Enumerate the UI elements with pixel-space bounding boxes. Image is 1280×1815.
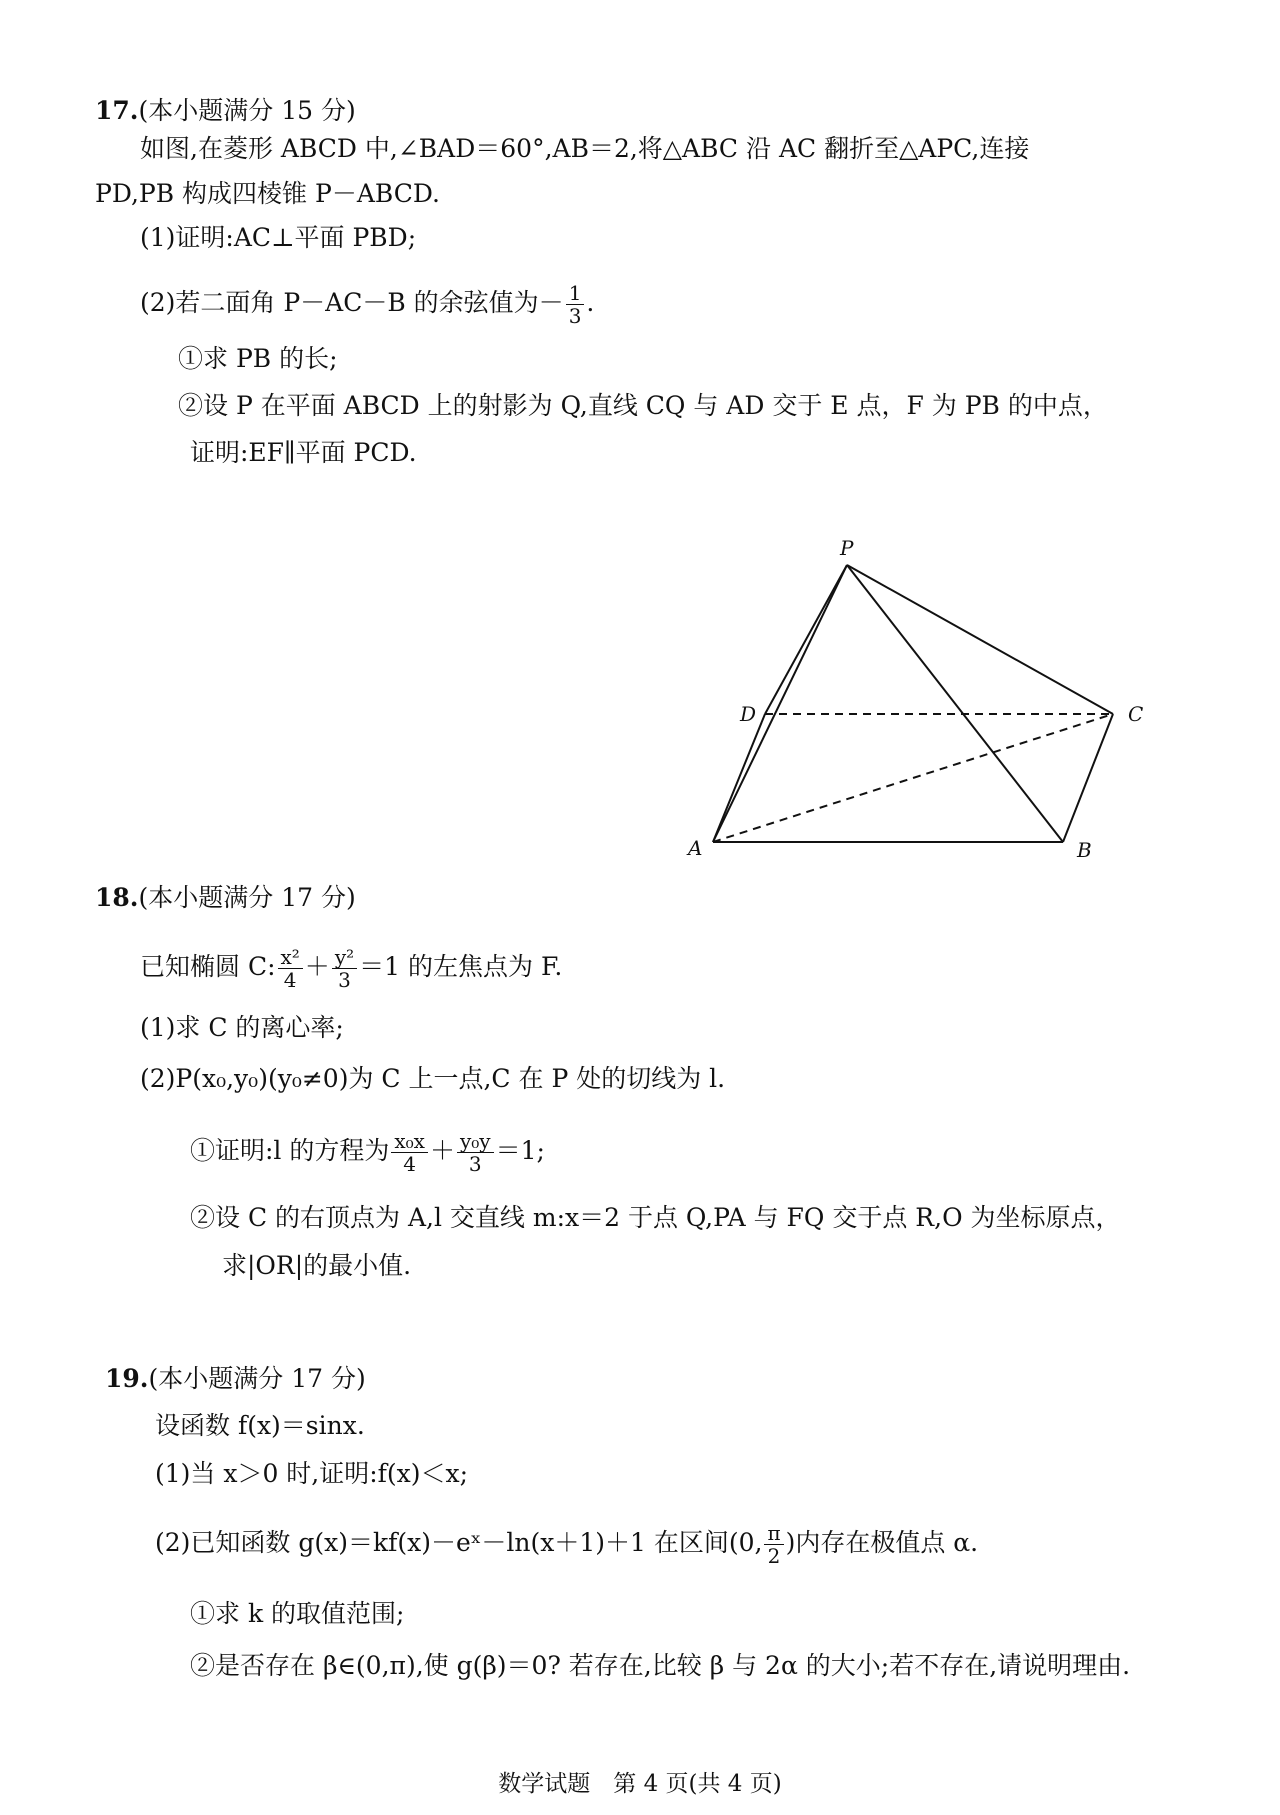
page-footer: 数学试题 第 4 页(共 4 页) [498, 1771, 782, 1797]
fraction-numerator: y₀y [457, 1130, 494, 1153]
pyramid-figure [680, 535, 1150, 865]
fraction-denominator: 3 [568, 304, 582, 328]
edge-AD [713, 714, 765, 842]
q18-frac-y [332, 946, 357, 991]
q18-sub1-frac-y [457, 1130, 494, 1175]
q17-stem-line1: 如图,在菱形 ABCD 中,∠BAD＝60°,AB＝2,将△ABC 沿 AC 翻折至△APC,连接 [140, 134, 1030, 163]
q18-part2: (2)P(x₀,y₀)(y₀≠0)为 C 上一点,C 在 P 处的切线为 l. [140, 1064, 726, 1093]
q18-frac-x [278, 946, 303, 991]
q18-sub1-suffix: ＝1; [495, 1136, 545, 1165]
edge-AC [713, 714, 1113, 842]
q17-sub1: ①求 PB 的长; [178, 344, 338, 373]
edge-PA [713, 565, 847, 842]
fraction-denominator: 4 [403, 1152, 417, 1176]
q19-score: (本小题满分 17 分) [148, 1364, 366, 1393]
q18-plus: ＋ [304, 952, 330, 981]
q19-part1: (1)当 x＞0 时,证明:f(x)＜x; [155, 1459, 469, 1488]
q19-stem: 设函数 f(x)＝sinx. [155, 1411, 365, 1440]
q17-part2-fraction [566, 282, 585, 327]
label-B: B [1077, 838, 1092, 862]
q17-score: (本小题满分 15 分) [138, 96, 356, 125]
q19-part2-fraction [764, 1522, 783, 1567]
q19-header [105, 1363, 366, 1395]
q19-sub1: ①求 k 的取值范围; [190, 1599, 405, 1628]
label-A: A [688, 836, 703, 860]
q17-sub2-line1: ②设 P 在平面 ABCD 上的射影为 Q,直线 CQ 与 AD 交于 E 点，F 为 PB 的中点， [178, 391, 1108, 420]
q18-number: 18. [95, 883, 139, 912]
q17-part2-suffix: . [586, 288, 595, 317]
q18-sub1 [190, 1130, 545, 1175]
q17-part2-text: (2)若二面角 P－AC－B 的余弦值为－ [140, 288, 564, 317]
fraction-denominator: 2 [767, 1544, 781, 1568]
q18-sub2-line2: 求|OR|的最小值. [222, 1251, 412, 1280]
edge-PB [847, 565, 1063, 842]
q17-sub2-line2: 证明:EF∥平面 PCD. [190, 438, 417, 467]
fraction-numerator: y² [332, 946, 357, 969]
fraction-denominator: 3 [468, 1152, 482, 1176]
q18-stem-suffix: ＝1 的左焦点为 F. [359, 952, 563, 981]
edge-PD [765, 565, 847, 714]
q18-stem-prefix: 已知椭圆 C: [140, 952, 276, 981]
q19-sub2: ②是否存在 β∈(0,π),使 g(β)＝0? 若存在,比较 β 与 2α 的大小;若不存在,请说明理由. [190, 1651, 1131, 1680]
label-P: P [840, 536, 854, 560]
fraction-denominator: 4 [283, 968, 297, 992]
q17-part1: (1)证明:AC⊥平面 PBD; [140, 223, 417, 252]
q19-part2-prefix: (2)已知函数 g(x)＝kf(x)－eˣ－ln(x＋1)＋1 在区间(0, [155, 1528, 763, 1557]
fraction-numerator: x² [278, 946, 303, 969]
q17-number: 17. [95, 96, 139, 125]
q19-part2-suffix: )内存在极值点 α. [785, 1528, 979, 1557]
q17-part2 [140, 282, 594, 327]
edge-PC [847, 565, 1113, 714]
q18-sub1-plus: ＋ [429, 1136, 455, 1165]
edge-BC [1063, 714, 1113, 842]
q17-stem-line2: PD,PB 构成四棱锥 P－ABCD. [95, 179, 440, 208]
q17-header [95, 95, 356, 127]
fraction-numerator: 1 [566, 282, 585, 305]
fraction-numerator: x₀x [391, 1130, 428, 1153]
q18-stem [140, 946, 562, 991]
label-D: D [740, 702, 757, 726]
q18-header [95, 882, 356, 914]
q18-part1: (1)求 C 的离心率; [140, 1013, 344, 1042]
q19-number: 19. [105, 1364, 149, 1393]
q18-sub1-frac-x [391, 1130, 428, 1175]
fraction-denominator: 3 [338, 968, 351, 992]
label-C: C [1128, 702, 1144, 726]
q18-sub2-line1: ②设 C 的右顶点为 A,l 交直线 m:x＝2 于点 Q,PA 与 FQ 交于点 R,O 为坐标原点， [190, 1203, 1121, 1232]
q19-part2 [155, 1522, 978, 1567]
q18-sub1-prefix: ①证明:l 的方程为 [190, 1136, 390, 1165]
fraction-numerator: π [764, 1522, 783, 1545]
q18-score: (本小题满分 17 分) [138, 883, 356, 912]
